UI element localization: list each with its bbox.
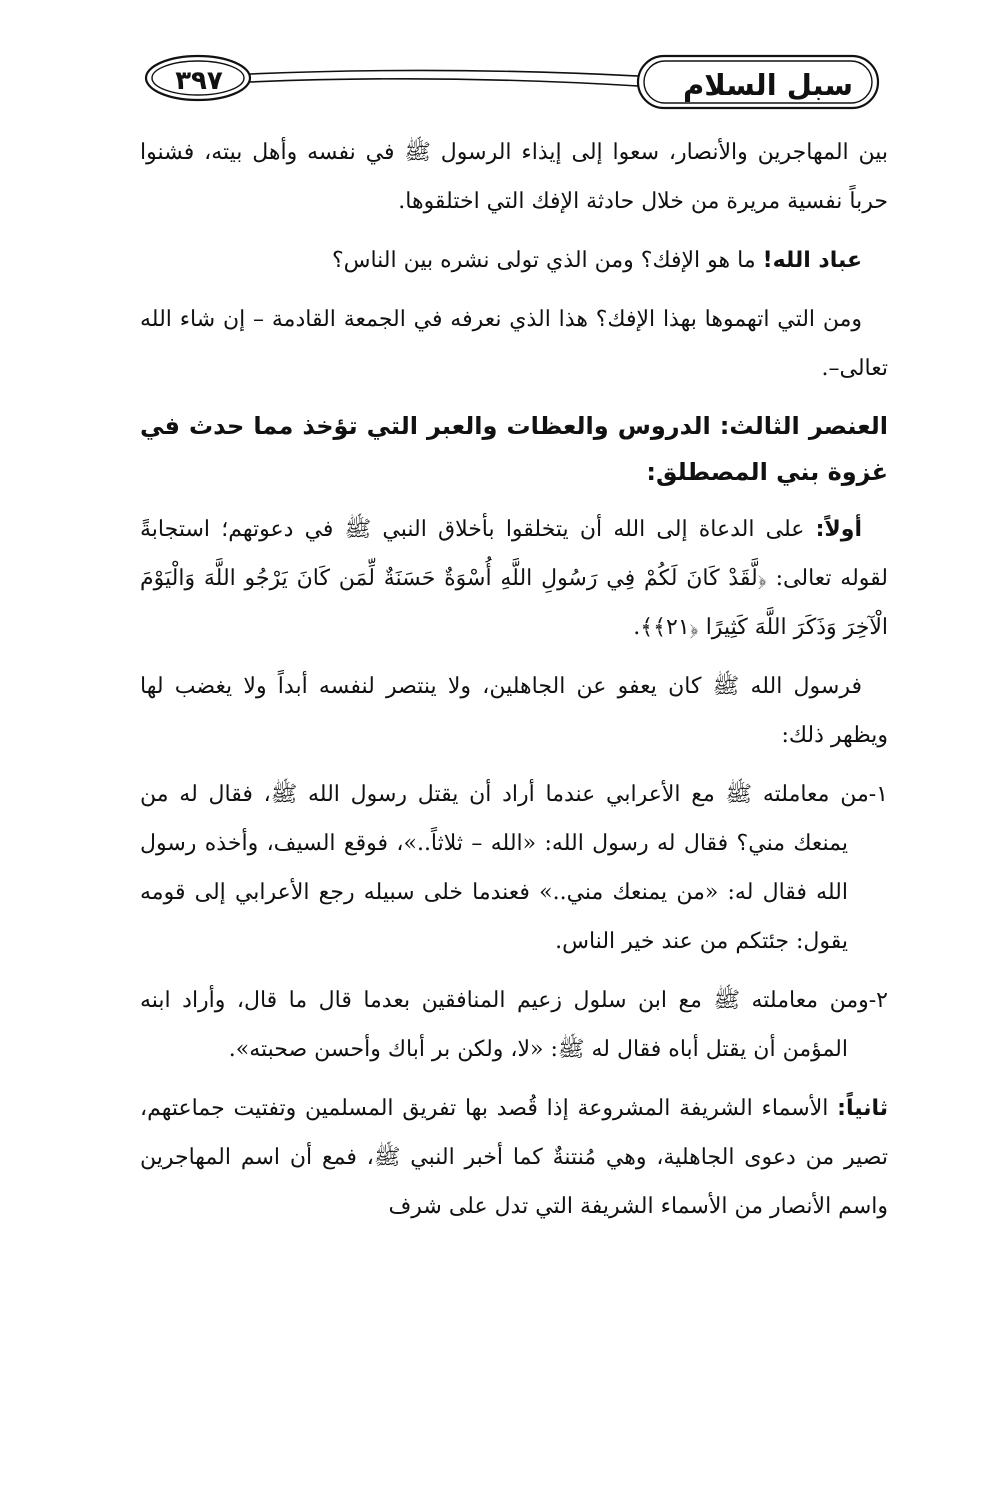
paragraph bbox=[140, 1084, 888, 1231]
paragraph-lead: أولاً: bbox=[815, 517, 862, 542]
paragraph-text: الأسماء الشريفة المشروعة إذا قُصد بها تفريق المسلمين وتفتيت جماعتهم، تصير من دعوى الجاهلية، وهي مُنتنةٌ كما أخبر النبي ﷺ، فمع أن اسم المهاجرين واسم الأنصار من الأسماء الشريفة التي تدل على شرف bbox=[140, 1096, 888, 1219]
list-item: ١-من معاملته ﷺ مع الأعرابي عندما أراد أن يقتل رسول الله ﷺ، فقال له من يمنعك مني؟ فقال له رسول الله: «الله – ثلاثاً..»، فوقع السيف، وأخذه رسول الله فقال له: «من يمنعك مني..» فعندما خلى سبيله رجع الأعرابي إلى قومه يقول: جئتكم من عند خير الناس. bbox=[140, 782, 888, 954]
book-title: سبل السلام bbox=[683, 68, 853, 102]
paragraph-text: ما هو الإفك؟ ومن الذي تولى نشره بين الناس؟ bbox=[331, 248, 763, 273]
paragraph: ومن التي اتهموها بهذا الإفك؟ هذا الذي نعرفه في الجمعة القادمة – إن شاء الله تعالى–. bbox=[140, 307, 888, 381]
page-header bbox=[140, 44, 888, 124]
paragraph bbox=[140, 505, 888, 652]
section-heading: العنصر الثالث: الدروس والعظات والعبر التي تؤخذ مما حدث في غزوة بني المصطلق: bbox=[140, 412, 888, 486]
paragraph bbox=[140, 236, 888, 285]
list-item: ٢-ومن معاملته ﷺ مع ابن سلول زعيم المنافقين بعدما قال ما قال، وأراد ابنه المؤمن أن يقتل أباه فقال له ﷺ: «لا، ولكن بر أباك وأحسن صحبته». bbox=[140, 988, 888, 1062]
paragraph: بين المهاجرين والأنصار، سعوا إلى إيذاء الرسول ﷺ في نفسه وأهل بيته، فشنوا حرباً نفسية مريرة من خلال حادثة الإفك التي اختلقوها. bbox=[140, 140, 888, 214]
paragraph-text: على الدعاة إلى الله أن يتخلقوا بأخلاق النبي ﷺ في دعوتهم؛ استجابةً لقوله تعالى: bbox=[140, 517, 889, 591]
paragraph-lead: عباد الله! bbox=[762, 248, 862, 273]
paragraph-lead: ثانياً: bbox=[837, 1096, 888, 1121]
paragraph: فرسول الله ﷺ كان يعفو عن الجاهلين، ولا ينتصر لنفسه أبداً ولا يغضب لها ويظهر ذلك: bbox=[140, 674, 888, 748]
page-body bbox=[140, 128, 888, 1241]
page-number: ٣٩٧ bbox=[175, 66, 223, 96]
quran-verse: ﴿لَّقَدْ كَانَ لَكُمْ فِي رَسُولِ اللَّهِ أُسْوَةٌ حَسَنَةٌ لِّمَن كَانَ يَرْجُو اللَّهَ وَالْيَوْمَ الْآخِرَ وَذَكَرَ اللَّهَ كَثِيرًا ﴿٢١﴾﴾. bbox=[140, 566, 888, 640]
